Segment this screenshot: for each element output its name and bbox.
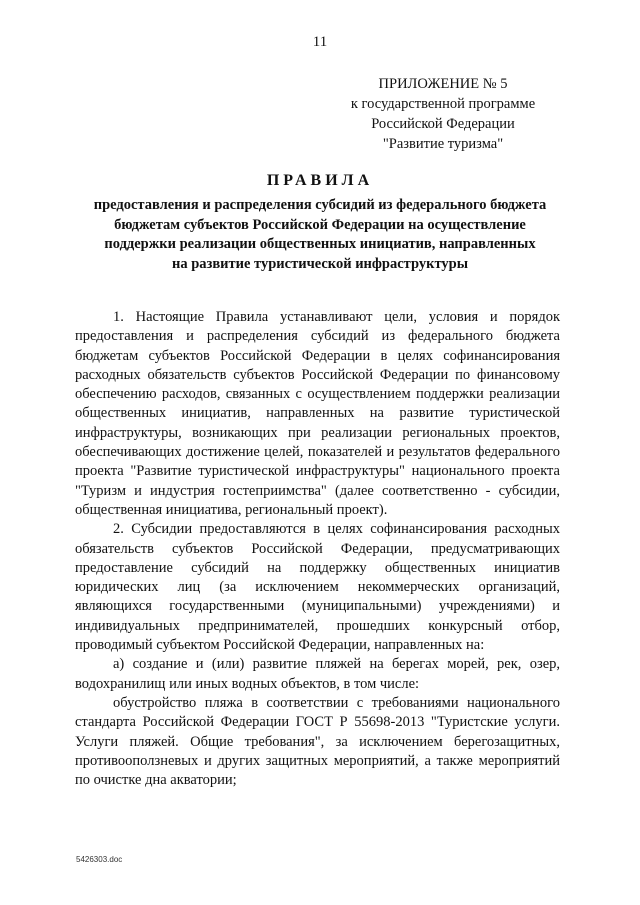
subtitle-line: на развитие туристической инфраструктуры (171, 255, 469, 272)
appendix-header (330, 74, 556, 154)
document-subtitle (60, 196, 580, 274)
file-reference: 5426303.doc (76, 855, 123, 864)
subtitle-line: бюджетам субъектов Российской Федерации на осуществление (114, 216, 526, 233)
appendix-line: к государственной программе (350, 96, 536, 112)
appendix-line: ПРИЛОЖЕНИЕ № 5 (378, 76, 508, 92)
document-body (75, 308, 560, 790)
document-title: ПРАВИЛА (266, 172, 374, 189)
paragraph: 2. Субсидии предоставляются в целях софинансирования расходных обязательств субъектов Российской Федерации, предусматривающих предоставление субсидий на поддержку общественных инициатив юридических лиц (за исключением некоммерческих организаций, являющихся государственными (муниципальными) учреждениями) и индивидуальных предпринимателей, прошедших конкурсный отбор, проводимый субъектом Российской Федерации, направленных на: (75, 521, 560, 654)
appendix-line: "Развитие туризма" (382, 136, 504, 152)
paragraph: обустройство пляжа в соответствии с требованиями национального стандарта Российской Федерации ГОСТ Р 55698-2013 "Туристские услуги. Услуги пляжей. Общие требования", за исключением берегозащитных, противооползневых и других защитных мероприятий, а также мероприятий по очистке дна акватории; (75, 694, 560, 789)
page-number: 11 (312, 34, 328, 50)
paragraph: 1. Настоящие Правила устанавливают цели, условия и порядок предоставления и распределения субсидий из федерального бюджета бюджетам субъектов Российской Федерации в целях софинансирования расходных обязательств субъектов Российской Федерации по финансовому обеспечению расходов, связанных с осуществлением поддержки реализации общественных инициатив, направленных на развитие туристической инфраструктуры, возникающих при реализации региональных проектов, обеспечивающих достижение целей, показателей и результатов федерального проекта "Развитие туристической инфраструктуры" национального проекта "Туризм и индустрия гостеприимства" (далее соответственно - субсидии, общественная инициатива, региональный проект). (75, 309, 560, 518)
appendix-line: Российской Федерации (371, 116, 515, 132)
subtitle-line: предоставления и распределения субсидий из федерального бюджета (93, 197, 547, 213)
paragraph: а) создание и (или) развитие пляжей на берегах морей, рек, озер, водохранилищ или иных водных объектов, в том числе: (75, 656, 560, 692)
subtitle-line: поддержки реализации общественных инициатив, направленных (104, 236, 536, 252)
